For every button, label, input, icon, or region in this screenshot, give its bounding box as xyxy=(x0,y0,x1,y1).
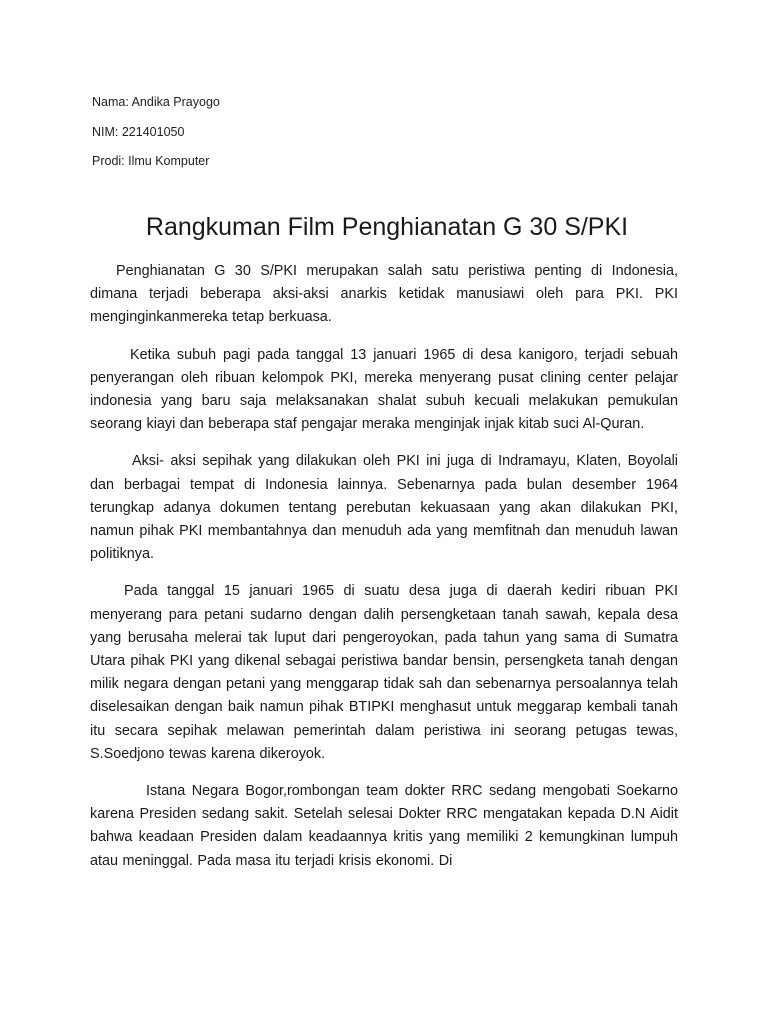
paragraph-3: Aksi- aksi sepihak yang dilakukan oleh PKI ini juga di Indramayu, Klaten, Boyolali dan berbagai tempat di Indonesia lainnya. Sebenarnya pada bulan desember 1964 terungkap adanya dokumen tentang perebutan kekuasaan yang akan dilakukan PKI, namun pihak PKI membantahnya dan menuduh ada yang memfitnah dan menuduh lawan politiknya. xyxy=(90,453,678,563)
paragraph-4: Pada tanggal 15 januari 1965 di suatu desa juga di daerah kediri ribuan PKI menyerang para petani sudarno dengan dalih persengketaan tanah sawah, kepala desa yang berusaha melerai tak luput dari pengeroyokan, pada tahun yang sama di Sumatra Utara pihak PKI yang dikenal sebagai peristiwa bandar bensin, persengketa tanah dengan milik negara dengan petani yang menggarap tidak sah dan sebenarnya persoalannya telah diselesaikan dengan baik namun pihak BTIPKI menghasut untuk meggarap kembali tanah itu secara sepihak melawan pemerintah dalam peristiwa ini seorang petugas tewas, S.Soedjono tewas karena dikeroyok. xyxy=(90,583,678,762)
document-body xyxy=(90,260,678,887)
paragraph-1: Penghianatan G 30 S/PKI merupakan salah satu peristiwa penting di Indonesia, dimana terjadi beberapa aksi-aksi anarkis ketidak manusiawi oleh para PKI. PKI menginginkanmereka tetap berkuasa. xyxy=(90,263,678,326)
paragraph-2: Ketika subuh pagi pada tanggal 13 januari 1965 di desa kanigoro, terjadi sebuah penyerangan oleh ribuan kelompok PKI, mereka menyerang pusat clining center pelajar indonesia yang baru saja melaksanakan shalat subuh kecuali melakukan pemukulan seorang kiayi dan beberapa staf pengajar meraka menginjak injak kitab suci Al-Quran. xyxy=(90,346,678,433)
student-prodi: Prodi: Ilmu Komputer xyxy=(92,154,210,168)
document-title: Rangkuman Film Penghianatan G 30 S/PKI xyxy=(145,213,629,241)
student-name: Nama: Andika Prayogo xyxy=(92,95,220,109)
student-nim: NIM: 221401050 xyxy=(92,125,185,139)
paragraph-5: Istana Negara Bogor,rombongan team dokter RRC sedang mengobati Soekarno karena Presiden sedang sakit. Setelah selesai Dokter RRC mengatakan kepada D.N Aidit bahwa keadaan Presiden dalam keadaannya kritis yang memiliki 2 kemungkinan lumpuh atau meninggal. Pada masa itu terjadi krisis ekonomi. Di xyxy=(90,783,678,869)
